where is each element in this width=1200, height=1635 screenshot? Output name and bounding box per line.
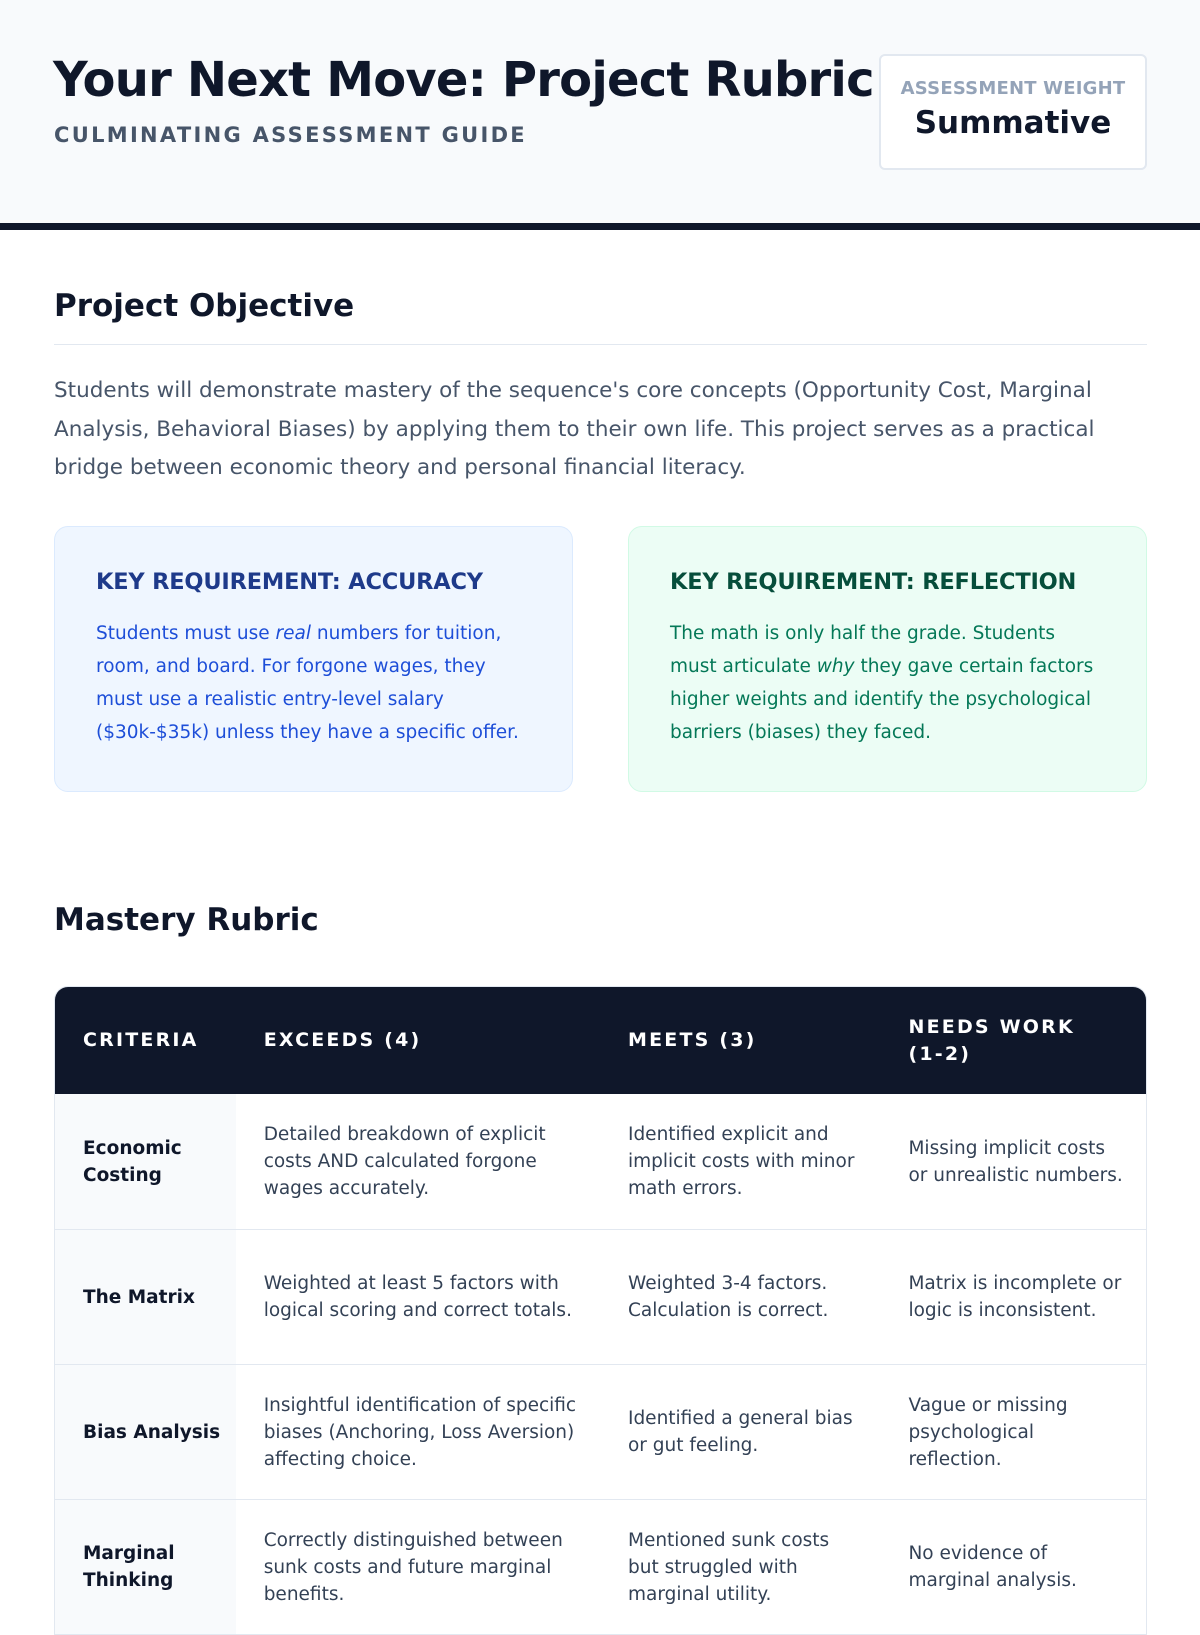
rubric-body: [55, 1094, 1146, 1634]
needs-work-cell: Matrix is incomplete or logic is inconsistent.: [908, 1273, 1122, 1321]
column-header-criteria: CRITERIA: [83, 1029, 199, 1051]
exceeds-cell: Correctly distinguished between sunk costs and future marginal benefits.: [263, 1529, 563, 1605]
column-header-needs-work: NEEDS WORK (1-2): [908, 1015, 1075, 1065]
criteria-cell: Economic Costing: [55, 1094, 236, 1229]
table-row: [55, 1364, 1146, 1499]
page-header: [0, 0, 1200, 230]
criteria-cell: Marginal Thinking: [55, 1500, 236, 1634]
table-row: [55, 1499, 1146, 1634]
meets-cell: Identified explicit and implicit costs with minor math errors.: [627, 1124, 855, 1199]
rubric-table: [54, 986, 1147, 1635]
criteria-cell: Bias Analysis: [55, 1365, 236, 1499]
meets-cell: Weighted 3-4 factors. Calculation is correct.: [627, 1273, 829, 1321]
page-subtitle: CULMINATING ASSESSMENT GUIDE: [54, 123, 527, 147]
assessment-weight-value: Summative: [914, 105, 1112, 141]
accuracy-emphasis: real: [275, 623, 311, 644]
page-title: Your Next Move: Project Rubric: [53, 52, 874, 108]
column-header-exceeds: EXCEEDS (4): [263, 1029, 422, 1051]
reflection-requirement-card: [628, 526, 1147, 792]
accuracy-requirement-card: [54, 526, 573, 792]
exceeds-cell: Insightful identification of specific biases (Anchoring, Loss Aversion) affecting choice.: [263, 1394, 577, 1470]
needs-work-cell: No evidence of marginal analysis.: [908, 1543, 1077, 1591]
assessment-weight-label: ASSESSMENT WEIGHT: [900, 78, 1126, 99]
accuracy-requirement-title: KEY REQUIREMENT: ACCURACY: [96, 569, 483, 595]
accuracy-requirement-text: Students must use real numbers for tuition, room, and board. For forgone wages, they must use a realistic entry-level salary ($30k-$35k) unless they have a specific offer.: [96, 623, 519, 743]
reflection-emphasis: why: [816, 656, 855, 677]
needs-work-cell: Vague or missing psychological reflection.: [908, 1394, 1068, 1470]
objective-text: Students will demonstrate mastery of the sequence's core concepts (Opportunity Cost, Marginal Analysis, Behavioral Biases) by applying them to their own life. This project serves as a practical bridge between economic theory and personal financial literacy.: [54, 378, 1095, 480]
rubric-header-row: [55, 987, 1146, 1094]
criteria-cell: The Matrix: [55, 1230, 236, 1364]
meets-cell: Identified a general bias or gut feeling.: [627, 1408, 853, 1456]
rubric-heading: Mastery Rubric: [54, 902, 319, 938]
table-row: [55, 1094, 1146, 1229]
assessment-weight-card: [879, 54, 1147, 170]
meets-cell: Mentioned sunk costs but struggled with marginal utility.: [627, 1529, 830, 1605]
column-header-meets: MEETS (3): [628, 1029, 757, 1051]
reflection-requirement-text: The math is only half the grade. Students must articulate why they gave certain factors higher weights and identify the psychological barriers (biases) they faced.: [670, 623, 1094, 743]
objective-heading: Project Objective: [54, 288, 355, 324]
objective-divider: [54, 344, 1147, 345]
table-row: [55, 1229, 1146, 1364]
reflection-requirement-title: KEY REQUIREMENT: REFLECTION: [670, 569, 1077, 595]
exceeds-cell: Detailed breakdown of explicit costs AND calculated forgone wages accurately.: [263, 1124, 546, 1199]
needs-work-cell: Missing implicit costs or unrealistic numbers.: [908, 1137, 1123, 1186]
exceeds-cell: Weighted at least 5 factors with logical scoring and correct totals.: [263, 1273, 572, 1321]
